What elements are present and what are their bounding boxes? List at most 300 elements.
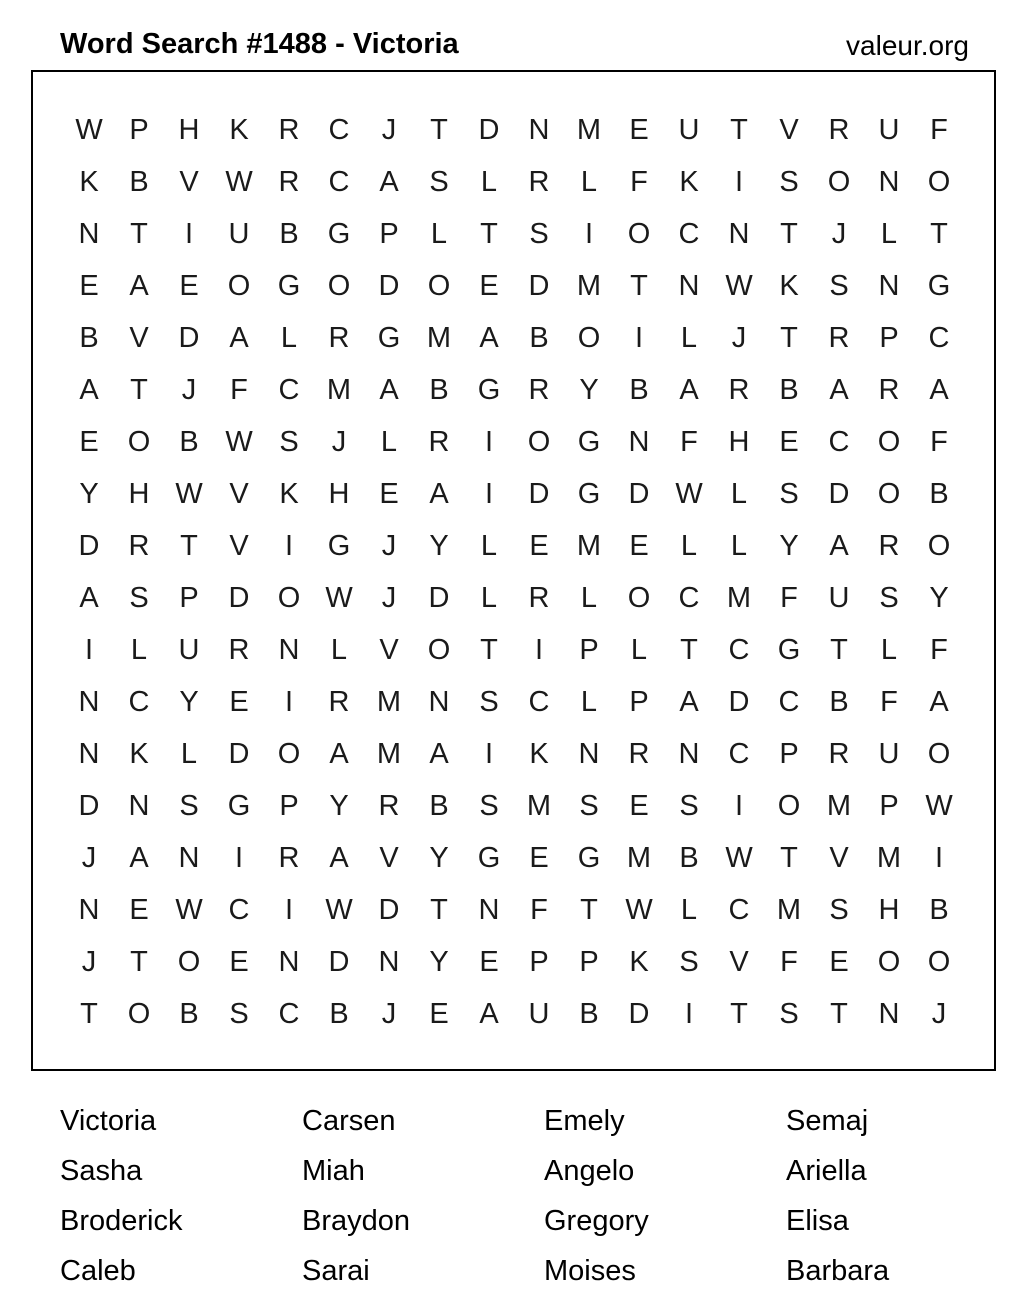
grid-letter: T — [630, 269, 648, 302]
grid-letter: D — [828, 477, 850, 510]
grid-letter: J — [731, 321, 747, 354]
grid-letter: F — [930, 633, 948, 666]
grid-letter: T — [730, 113, 748, 146]
grid-letter: U — [878, 113, 900, 146]
grid-letter: B — [179, 425, 199, 458]
grid-letter: S — [279, 425, 299, 458]
grid-letter: S — [779, 997, 799, 1030]
grid-letter: D — [628, 997, 650, 1030]
grid-letter: A — [479, 321, 499, 354]
grid-letter: W — [175, 893, 203, 926]
grid-letter: R — [328, 685, 350, 718]
letter-grid — [64, 104, 964, 1040]
grid-letter: R — [828, 321, 850, 354]
page-title: Word Search #1488 - Victoria — [60, 28, 459, 60]
grid-letter: C — [778, 685, 800, 718]
grid-letter: L — [480, 581, 498, 614]
grid-letter: S — [479, 789, 499, 822]
grid-letter: J — [381, 529, 397, 562]
grid-letter: E — [629, 529, 649, 562]
grid-letter: H — [178, 113, 200, 146]
grid-letter: J — [381, 581, 397, 614]
grid-letter: Y — [429, 945, 449, 978]
grid-letter: J — [81, 841, 97, 874]
grid-letter: K — [529, 737, 549, 770]
grid-letter: M — [576, 529, 602, 562]
word-list-item: Carsen — [302, 1105, 396, 1137]
grid-letter: Y — [429, 529, 449, 562]
grid-letter: M — [376, 685, 402, 718]
grid-letter: W — [225, 165, 253, 198]
grid-letter: A — [479, 997, 499, 1030]
grid-letter: I — [684, 997, 694, 1030]
word-list — [60, 1096, 1028, 1296]
grid-letter: B — [529, 321, 549, 354]
grid-letter: P — [879, 789, 899, 822]
grid-letter: V — [229, 529, 249, 562]
grid-letter: M — [526, 789, 552, 822]
grid-letter: N — [678, 269, 700, 302]
grid-letter: O — [427, 633, 451, 666]
grid-letter: H — [328, 477, 350, 510]
grid-letter: B — [679, 841, 699, 874]
grid-letter: S — [129, 581, 149, 614]
grid-letter: I — [234, 841, 244, 874]
grid-letter: A — [929, 373, 949, 406]
grid-letter: B — [829, 685, 849, 718]
grid-letter: S — [679, 945, 699, 978]
grid-letter: O — [927, 165, 951, 198]
grid-letter: D — [528, 269, 550, 302]
grid-letter: E — [529, 841, 549, 874]
grid-letter: J — [331, 425, 347, 458]
grid-letter: Y — [79, 477, 99, 510]
grid-letter: H — [128, 477, 150, 510]
grid-letter: K — [779, 269, 799, 302]
word-list-item: Emely — [544, 1105, 625, 1137]
grid-letter: T — [430, 113, 448, 146]
grid-letter: M — [826, 789, 852, 822]
grid-letter: B — [79, 321, 99, 354]
grid-letter: R — [228, 633, 250, 666]
grid-letter: K — [229, 113, 249, 146]
grid-letter: G — [327, 529, 351, 562]
grid-letter: F — [680, 425, 698, 458]
grid-letter: G — [577, 841, 601, 874]
grid-letter: B — [279, 217, 299, 250]
word-list-item: Semaj — [786, 1105, 869, 1137]
grid-letter: M — [376, 737, 402, 770]
grid-letter: K — [279, 477, 299, 510]
grid-letter: T — [830, 633, 848, 666]
grid-letter: R — [528, 165, 550, 198]
grid-letter: A — [329, 841, 349, 874]
grid-letter: U — [878, 737, 900, 770]
grid-letter: O — [127, 425, 151, 458]
grid-letter: F — [930, 425, 948, 458]
grid-letter: D — [78, 789, 100, 822]
grid-letter: L — [480, 165, 498, 198]
grid-letter: F — [880, 685, 898, 718]
grid-letter: S — [429, 165, 449, 198]
grid-letter: S — [829, 269, 849, 302]
grid-letter: F — [780, 945, 798, 978]
grid-letter: D — [378, 269, 400, 302]
grid-letter: W — [625, 893, 653, 926]
grid-letter: S — [229, 997, 249, 1030]
grid-letter: E — [379, 477, 399, 510]
grid-letter: N — [78, 737, 100, 770]
grid-letter: I — [584, 217, 594, 250]
grid-letter: N — [178, 841, 200, 874]
grid-letter: D — [478, 113, 500, 146]
grid-letter: P — [579, 945, 599, 978]
grid-letter: H — [728, 425, 750, 458]
grid-letter: M — [776, 893, 802, 926]
grid-letter: P — [579, 633, 599, 666]
grid-letter: I — [184, 217, 194, 250]
grid-letter: E — [79, 269, 99, 302]
grid-letter: D — [628, 477, 650, 510]
grid-letter: C — [678, 581, 700, 614]
grid-letter: B — [929, 477, 949, 510]
grid-letter: T — [180, 529, 198, 562]
grid-letter: L — [630, 633, 648, 666]
grid-letter: P — [129, 113, 149, 146]
grid-letter: N — [78, 685, 100, 718]
grid-letter: Y — [179, 685, 199, 718]
grid-letter: M — [876, 841, 902, 874]
grid-letter: P — [779, 737, 799, 770]
grid-letter: T — [80, 997, 98, 1030]
grid-letter: O — [427, 269, 451, 302]
grid-letter: B — [429, 789, 449, 822]
grid-letter: E — [229, 685, 249, 718]
grid-letter: E — [529, 529, 549, 562]
grid-letter: S — [829, 893, 849, 926]
grid-letter: I — [934, 841, 944, 874]
grid-letter: G — [377, 321, 401, 354]
grid-letter: P — [279, 789, 299, 822]
grid-letter: N — [378, 945, 400, 978]
grid-letter: N — [428, 685, 450, 718]
grid-letter: W — [725, 269, 753, 302]
grid-letter: R — [328, 321, 350, 354]
word-list-item: Broderick — [60, 1205, 183, 1237]
grid-letter: C — [278, 373, 300, 406]
grid-letter: C — [228, 893, 250, 926]
grid-letter: T — [780, 321, 798, 354]
word-list-item: Moises — [544, 1255, 636, 1287]
grid-letter: G — [227, 789, 251, 822]
grid-letter: L — [480, 529, 498, 562]
grid-letter: L — [680, 529, 698, 562]
site-name: valeur.org — [846, 30, 969, 61]
grid-letter: K — [129, 737, 149, 770]
grid-letter: P — [629, 685, 649, 718]
grid-letter: N — [78, 893, 100, 926]
grid-letter: B — [779, 373, 799, 406]
grid-letter: O — [877, 425, 901, 458]
grid-letter: D — [228, 737, 250, 770]
grid-letter: R — [428, 425, 450, 458]
grid-letter: N — [628, 425, 650, 458]
grid-letter: D — [178, 321, 200, 354]
grid-letter: G — [477, 373, 501, 406]
grid-letter: E — [179, 269, 199, 302]
grid-letter: G — [777, 633, 801, 666]
grid-letter: D — [78, 529, 100, 562]
grid-letter: F — [780, 581, 798, 614]
grid-letter: A — [929, 685, 949, 718]
grid-letter: R — [628, 737, 650, 770]
grid-letter: I — [284, 685, 294, 718]
grid-letter: O — [777, 789, 801, 822]
grid-letter: C — [728, 737, 750, 770]
grid-letter: L — [880, 217, 898, 250]
word-list-item: Sasha — [60, 1155, 143, 1187]
grid-letter: J — [381, 113, 397, 146]
grid-letter: O — [627, 217, 651, 250]
grid-letter: C — [278, 997, 300, 1030]
grid-letter: B — [929, 893, 949, 926]
grid-letter: T — [130, 217, 148, 250]
grid-letter: M — [576, 269, 602, 302]
grid-letter: J — [381, 997, 397, 1030]
grid-letter: N — [878, 269, 900, 302]
grid-letter: A — [129, 841, 149, 874]
grid-letter: A — [379, 373, 399, 406]
grid-letter: I — [634, 321, 644, 354]
grid-letter: L — [130, 633, 148, 666]
grid-letter: I — [734, 165, 744, 198]
word-list-item: Sarai — [302, 1255, 370, 1287]
grid-letter: V — [179, 165, 199, 198]
grid-letter: M — [426, 321, 452, 354]
grid-letter: R — [878, 529, 900, 562]
grid-letter: P — [879, 321, 899, 354]
word-list-item: Miah — [302, 1155, 365, 1187]
grid-letter: Y — [779, 529, 799, 562]
grid-letter: N — [878, 165, 900, 198]
grid-letter: C — [828, 425, 850, 458]
grid-letter: V — [379, 841, 399, 874]
grid-letter: J — [81, 945, 97, 978]
grid-letter: L — [580, 165, 598, 198]
grid-letter: T — [730, 997, 748, 1030]
grid-letter: N — [278, 945, 300, 978]
grid-letter: P — [179, 581, 199, 614]
grid-letter: W — [725, 841, 753, 874]
grid-letter: U — [828, 581, 850, 614]
grid-letter: R — [828, 737, 850, 770]
grid-letter: E — [129, 893, 149, 926]
grid-letter: O — [177, 945, 201, 978]
grid-letter: S — [179, 789, 199, 822]
grid-letter: D — [428, 581, 450, 614]
grid-letter: F — [530, 893, 548, 926]
grid-letter: A — [379, 165, 399, 198]
grid-letter: O — [577, 321, 601, 354]
grid-letter: S — [529, 217, 549, 250]
grid-letter: W — [925, 789, 953, 822]
grid-letter: A — [679, 685, 699, 718]
grid-letter: C — [678, 217, 700, 250]
grid-letter: V — [379, 633, 399, 666]
grid-letter: A — [79, 581, 99, 614]
grid-letter: L — [430, 217, 448, 250]
grid-letter: L — [730, 529, 748, 562]
grid-letter: O — [277, 737, 301, 770]
grid-letter: D — [328, 945, 350, 978]
grid-letter: K — [79, 165, 99, 198]
grid-letter: M — [726, 581, 752, 614]
grid-letter: E — [479, 945, 499, 978]
grid-letter: A — [79, 373, 99, 406]
grid-letter: S — [879, 581, 899, 614]
grid-letter: O — [527, 425, 551, 458]
grid-letter: R — [278, 113, 300, 146]
grid-letter: N — [578, 737, 600, 770]
grid-letter: N — [878, 997, 900, 1030]
grid-letter: K — [629, 945, 649, 978]
grid-letter: I — [484, 737, 494, 770]
grid-letter: B — [179, 997, 199, 1030]
grid-letter: B — [429, 373, 449, 406]
grid-letter: J — [831, 217, 847, 250]
grid-letter: D — [378, 893, 400, 926]
grid-letter: C — [728, 633, 750, 666]
grid-letter: N — [728, 217, 750, 250]
grid-letter: V — [229, 477, 249, 510]
grid-letter: U — [528, 997, 550, 1030]
grid-letter: I — [284, 893, 294, 926]
grid-letter: E — [629, 789, 649, 822]
grid-letter: T — [830, 997, 848, 1030]
grid-letter: S — [679, 789, 699, 822]
grid-letter: B — [629, 373, 649, 406]
grid-letter: G — [277, 269, 301, 302]
grid-letter: O — [877, 477, 901, 510]
grid-letter: L — [680, 893, 698, 926]
grid-letter: T — [130, 373, 148, 406]
grid-letter: I — [484, 477, 494, 510]
grid-letter: A — [229, 321, 249, 354]
grid-letter: Y — [929, 581, 949, 614]
grid-letter: H — [878, 893, 900, 926]
grid-letter: O — [227, 269, 251, 302]
grid-letter: I — [284, 529, 294, 562]
grid-letter: V — [829, 841, 849, 874]
grid-letter: F — [230, 373, 248, 406]
grid-letter: N — [278, 633, 300, 666]
grid-letter: O — [127, 997, 151, 1030]
grid-letter: S — [779, 165, 799, 198]
grid-letter: V — [779, 113, 799, 146]
grid-letter: C — [328, 113, 350, 146]
grid-letter: A — [829, 529, 849, 562]
grid-letter: R — [878, 373, 900, 406]
grid-letter: G — [927, 269, 951, 302]
grid-letter: E — [479, 269, 499, 302]
grid-letter: B — [579, 997, 599, 1030]
grid-letter: C — [328, 165, 350, 198]
grid-letter: L — [680, 321, 698, 354]
grid-letter: Y — [429, 841, 449, 874]
grid-letter: L — [180, 737, 198, 770]
grid-letter: U — [178, 633, 200, 666]
grid-letter: L — [380, 425, 398, 458]
word-list-item: Angelo — [544, 1155, 635, 1187]
grid-letter: T — [680, 633, 698, 666]
grid-letter: A — [429, 737, 449, 770]
grid-letter: E — [229, 945, 249, 978]
grid-letter: T — [430, 893, 448, 926]
grid-letter: F — [930, 113, 948, 146]
grid-letter: A — [329, 737, 349, 770]
grid-letter: N — [128, 789, 150, 822]
grid-letter: G — [577, 477, 601, 510]
grid-letter: T — [130, 945, 148, 978]
grid-letter: L — [280, 321, 298, 354]
grid-letter: E — [829, 945, 849, 978]
grid-letter: A — [829, 373, 849, 406]
grid-letter: I — [484, 425, 494, 458]
grid-letter: L — [330, 633, 348, 666]
grid-letter: I — [534, 633, 544, 666]
grid-letter: P — [529, 945, 549, 978]
grid-letter: G — [477, 841, 501, 874]
grid-letter: W — [175, 477, 203, 510]
grid-letter: J — [931, 997, 947, 1030]
grid-letter: G — [577, 425, 601, 458]
grid-letter: C — [928, 321, 950, 354]
grid-letter: C — [128, 685, 150, 718]
grid-letter: V — [729, 945, 749, 978]
grid-letter: L — [730, 477, 748, 510]
grid-letter: A — [129, 269, 149, 302]
grid-letter: S — [479, 685, 499, 718]
grid-letter: P — [379, 217, 399, 250]
grid-letter: L — [580, 581, 598, 614]
grid-letter: R — [278, 841, 300, 874]
grid-letter: L — [580, 685, 598, 718]
grid-letter: T — [580, 893, 598, 926]
grid-letter: R — [828, 113, 850, 146]
grid-letter: R — [728, 373, 750, 406]
grid-letter: I — [734, 789, 744, 822]
grid-letter: R — [528, 373, 550, 406]
grid-letter: N — [678, 737, 700, 770]
grid-letter: C — [728, 893, 750, 926]
grid-letter: U — [228, 217, 250, 250]
grid-letter: N — [478, 893, 500, 926]
grid-letter: T — [480, 633, 498, 666]
grid-letter: N — [528, 113, 550, 146]
grid-letter: I — [84, 633, 94, 666]
grid-letter: M — [626, 841, 652, 874]
grid-letter: F — [630, 165, 648, 198]
grid-letter: A — [429, 477, 449, 510]
grid-letter: O — [277, 581, 301, 614]
grid-letter: E — [429, 997, 449, 1030]
grid-letter: O — [627, 581, 651, 614]
word-list-item: Ariella — [786, 1155, 867, 1187]
grid-letter: D — [228, 581, 250, 614]
grid-letter: Y — [579, 373, 599, 406]
grid-letter: D — [728, 685, 750, 718]
grid-letter: W — [75, 113, 103, 146]
